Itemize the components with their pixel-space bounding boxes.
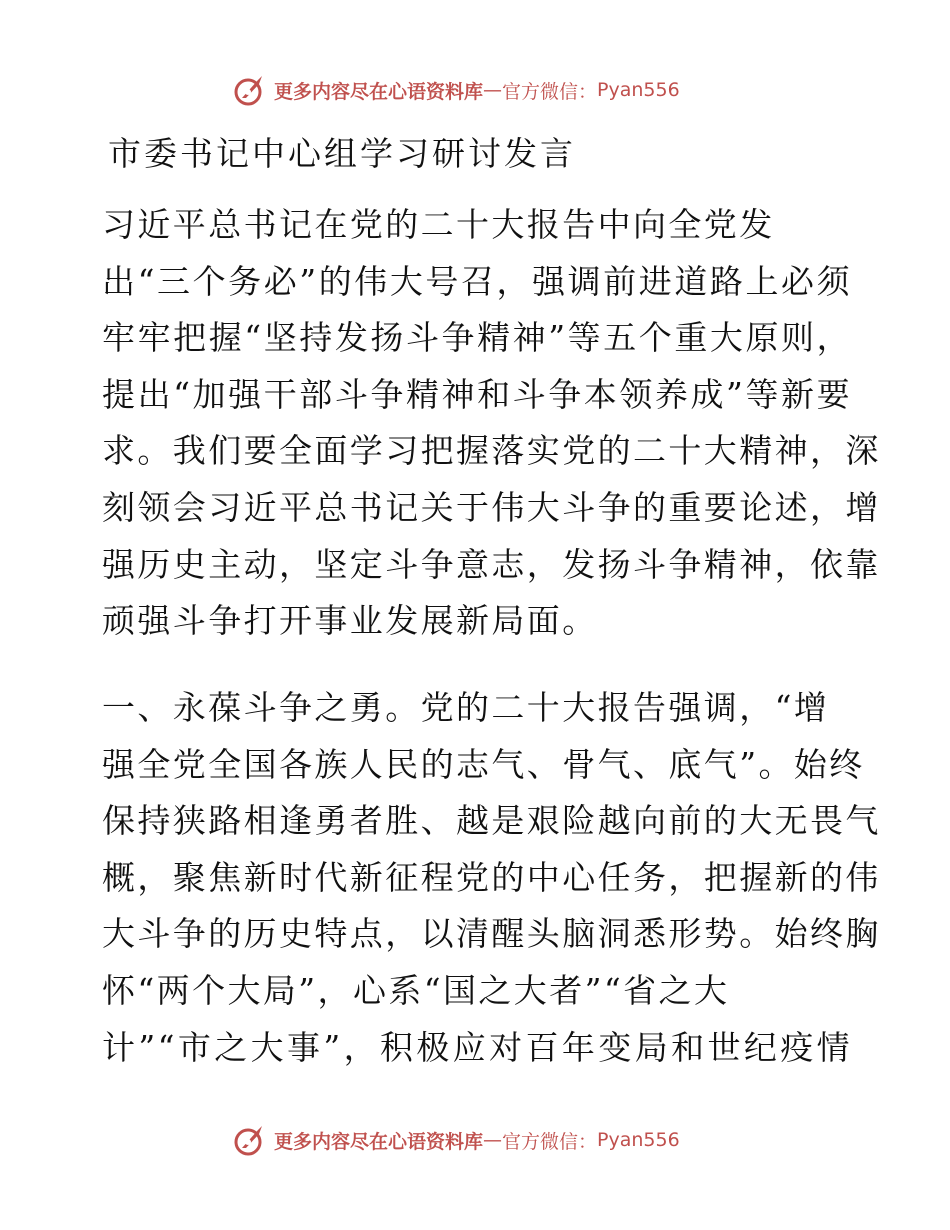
quill-logo-icon [232, 72, 268, 108]
paragraph-line: 怀“两个大局”，心系“国之大者”“省之大 [102, 970, 730, 1010]
paragraph-line: 习近平总书记在党的二十大报告中向全党发 [102, 205, 775, 244]
watermark-dash: — [483, 1129, 503, 1151]
watermark-dash: — [483, 79, 503, 101]
watermark-main-text: 更多内容尽在心语资料库 [274, 1130, 484, 1153]
paragraph-line: 牢牢把握“坚持发扬斗争精神”等五个重大原则， [102, 318, 852, 358]
watermark-wechat-label: 官方微信： [502, 1130, 598, 1153]
paragraph-line: 出“三个务必”的伟大号召，强调前进道路上必须 [102, 261, 852, 301]
paragraph-line: 强全党全国各族人民的志气、骨气、底气”。始终 [102, 744, 865, 784]
watermark-wechat-id: Pyan556 [597, 79, 680, 101]
watermark-wechat-label: 官方微信： [502, 80, 598, 103]
paragraph-line: 一、永葆斗争之勇。党的二十大报告强调，“增 [102, 688, 830, 727]
paragraph-line: 强历史主动，坚定斗争意志，发扬斗争精神，依靠 [102, 544, 881, 584]
quill-logo-icon [232, 1122, 268, 1158]
paragraph-line: 计”“市之大事”，积极应对百年变局和世纪疫情 [102, 1027, 852, 1067]
header-watermark [232, 70, 680, 110]
paragraph-line: 提出“加强干部斗争精神和斗争本领养成”等新要 [102, 374, 852, 414]
watermark-main-text: 更多内容尽在心语资料库 [274, 80, 484, 103]
paragraph-line: 概，聚焦新时代新征程党的中心任务，把握新的伟 [102, 857, 881, 897]
paragraph-line: 刻领会习近平总书记关于伟大斗争的重要论述，增 [102, 487, 881, 527]
paragraph-line: 顽强斗争打开事业发展新局面。 [102, 601, 598, 641]
paragraph-section-one [102, 680, 881, 1076]
paragraph-intro [102, 197, 881, 650]
paragraph-line: 求。我们要全面学习把握落实党的二十大精神，深 [102, 431, 881, 471]
footer-watermark [232, 1120, 680, 1160]
document-title: 市委书记中心组学习研讨发言 [108, 134, 576, 173]
paragraph-line: 保持狭路相逢勇者胜、越是艰险越向前的大无畏气 [102, 801, 881, 841]
watermark-wechat-id: Pyan556 [597, 1129, 680, 1151]
paragraph-line: 大斗争的历史特点，以清醒头脑洞悉形势。始终胸 [102, 914, 881, 954]
